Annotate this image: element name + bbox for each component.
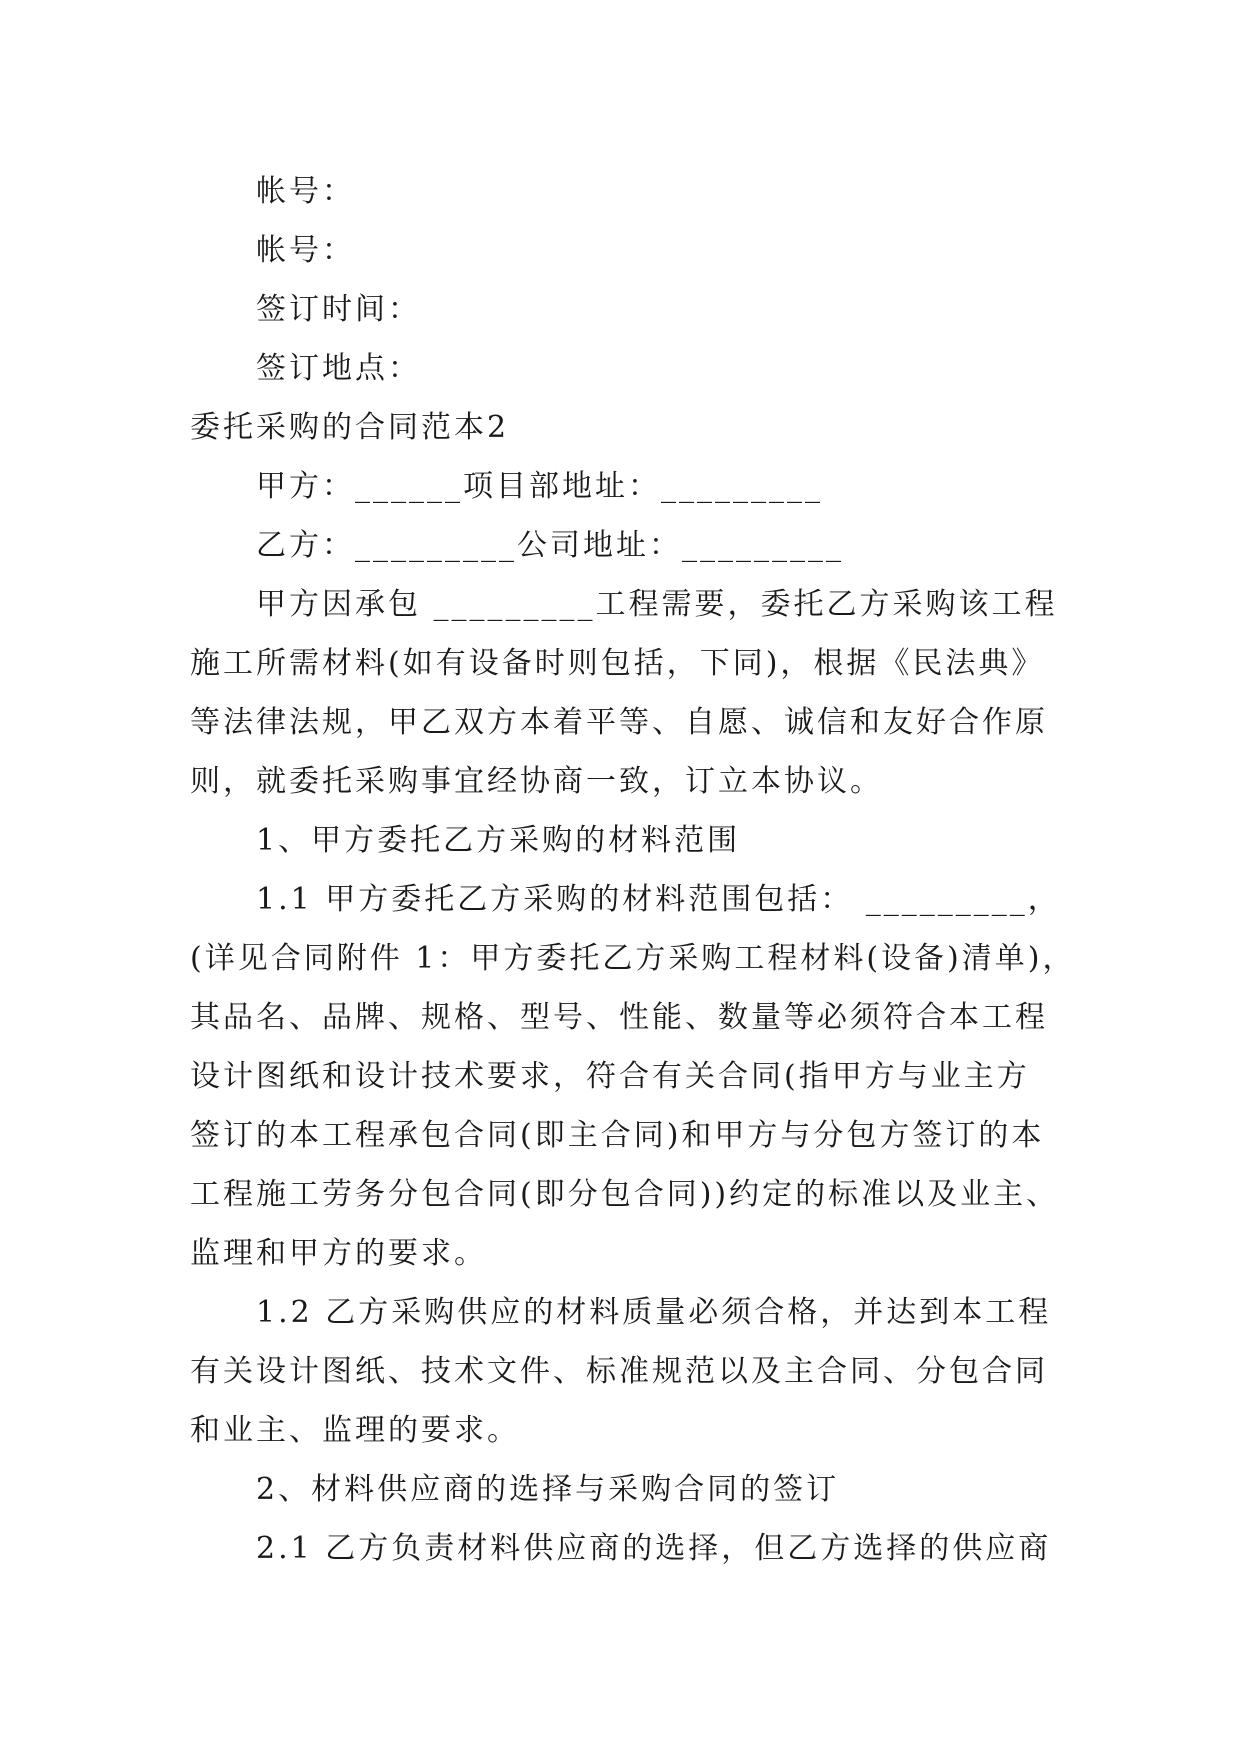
section-1-1-line-6: 工程施工劳务分包合同(即分包合同))约定的标准以及业主、 — [190, 1177, 1060, 1212]
intro-line-2: 施工所需材料(如有设备时则包括，下同)，根据《民法典》 — [190, 646, 1045, 681]
section-1-heading: 1、甲方委托乙方采购的材料范围 — [256, 823, 741, 858]
document-title: 委托采购的合同范本2 — [190, 410, 510, 445]
section-1-1-line-2: (详见合同附件 1：甲方委托乙方采购工程材料(设备)清单)， — [190, 941, 1076, 976]
intro-line-4: 则，就委托采购事宜经协商一致，订立本协议。 — [190, 764, 883, 799]
account-line-1: 帐号： — [256, 174, 355, 209]
section-2-1-line-1: 2.1 乙方负责材料供应商的选择，但乙方选择的供应商 — [256, 1531, 1052, 1566]
section-1-1-line-4: 设计图纸和设计技术要求，符合有关合同(指甲方与业主方 — [190, 1059, 1030, 1094]
section-1-1-line-5: 签订的本工程承包合同(即主合同)和甲方与分包方签订的本 — [190, 1118, 1045, 1153]
section-1-2-line-2: 有关设计图纸、技术文件、标准规范以及主合同、分包合同 — [190, 1354, 1048, 1389]
intro-line-3: 等法律法规，甲乙双方本着平等、自愿、诚信和友好合作原 — [190, 705, 1048, 740]
section-1-1-line-7: 监理和甲方的要求。 — [190, 1236, 487, 1271]
document-body — [190, 162, 1076, 1578]
section-1-2-line-3: 和业主、监理的要求。 — [190, 1413, 520, 1448]
sign-time-line: 签订时间： — [256, 292, 421, 327]
section-1-1-line-1: 1.1 甲方委托乙方采购的材料范围包括： _________， — [256, 882, 1061, 917]
section-1-2-line-1: 1.2 乙方采购供应的材料质量必须合格，并达到本工程 — [256, 1295, 1052, 1330]
section-2-heading: 2、材料供应商的选择与采购合同的签订 — [256, 1472, 840, 1507]
section-1-1-line-3: 其品名、品牌、规格、型号、性能、数量等必须符合本工程 — [190, 1000, 1048, 1035]
party-b-line: 乙方：_________公司地址：_________ — [256, 528, 844, 563]
account-line-2: 帐号： — [256, 233, 355, 268]
party-a-line: 甲方：______项目部地址：_________ — [256, 469, 823, 504]
sign-place-line: 签订地点： — [256, 351, 421, 386]
intro-line-1: 甲方因承包 _________工程需要，委托乙方采购该工程 — [256, 587, 1058, 622]
